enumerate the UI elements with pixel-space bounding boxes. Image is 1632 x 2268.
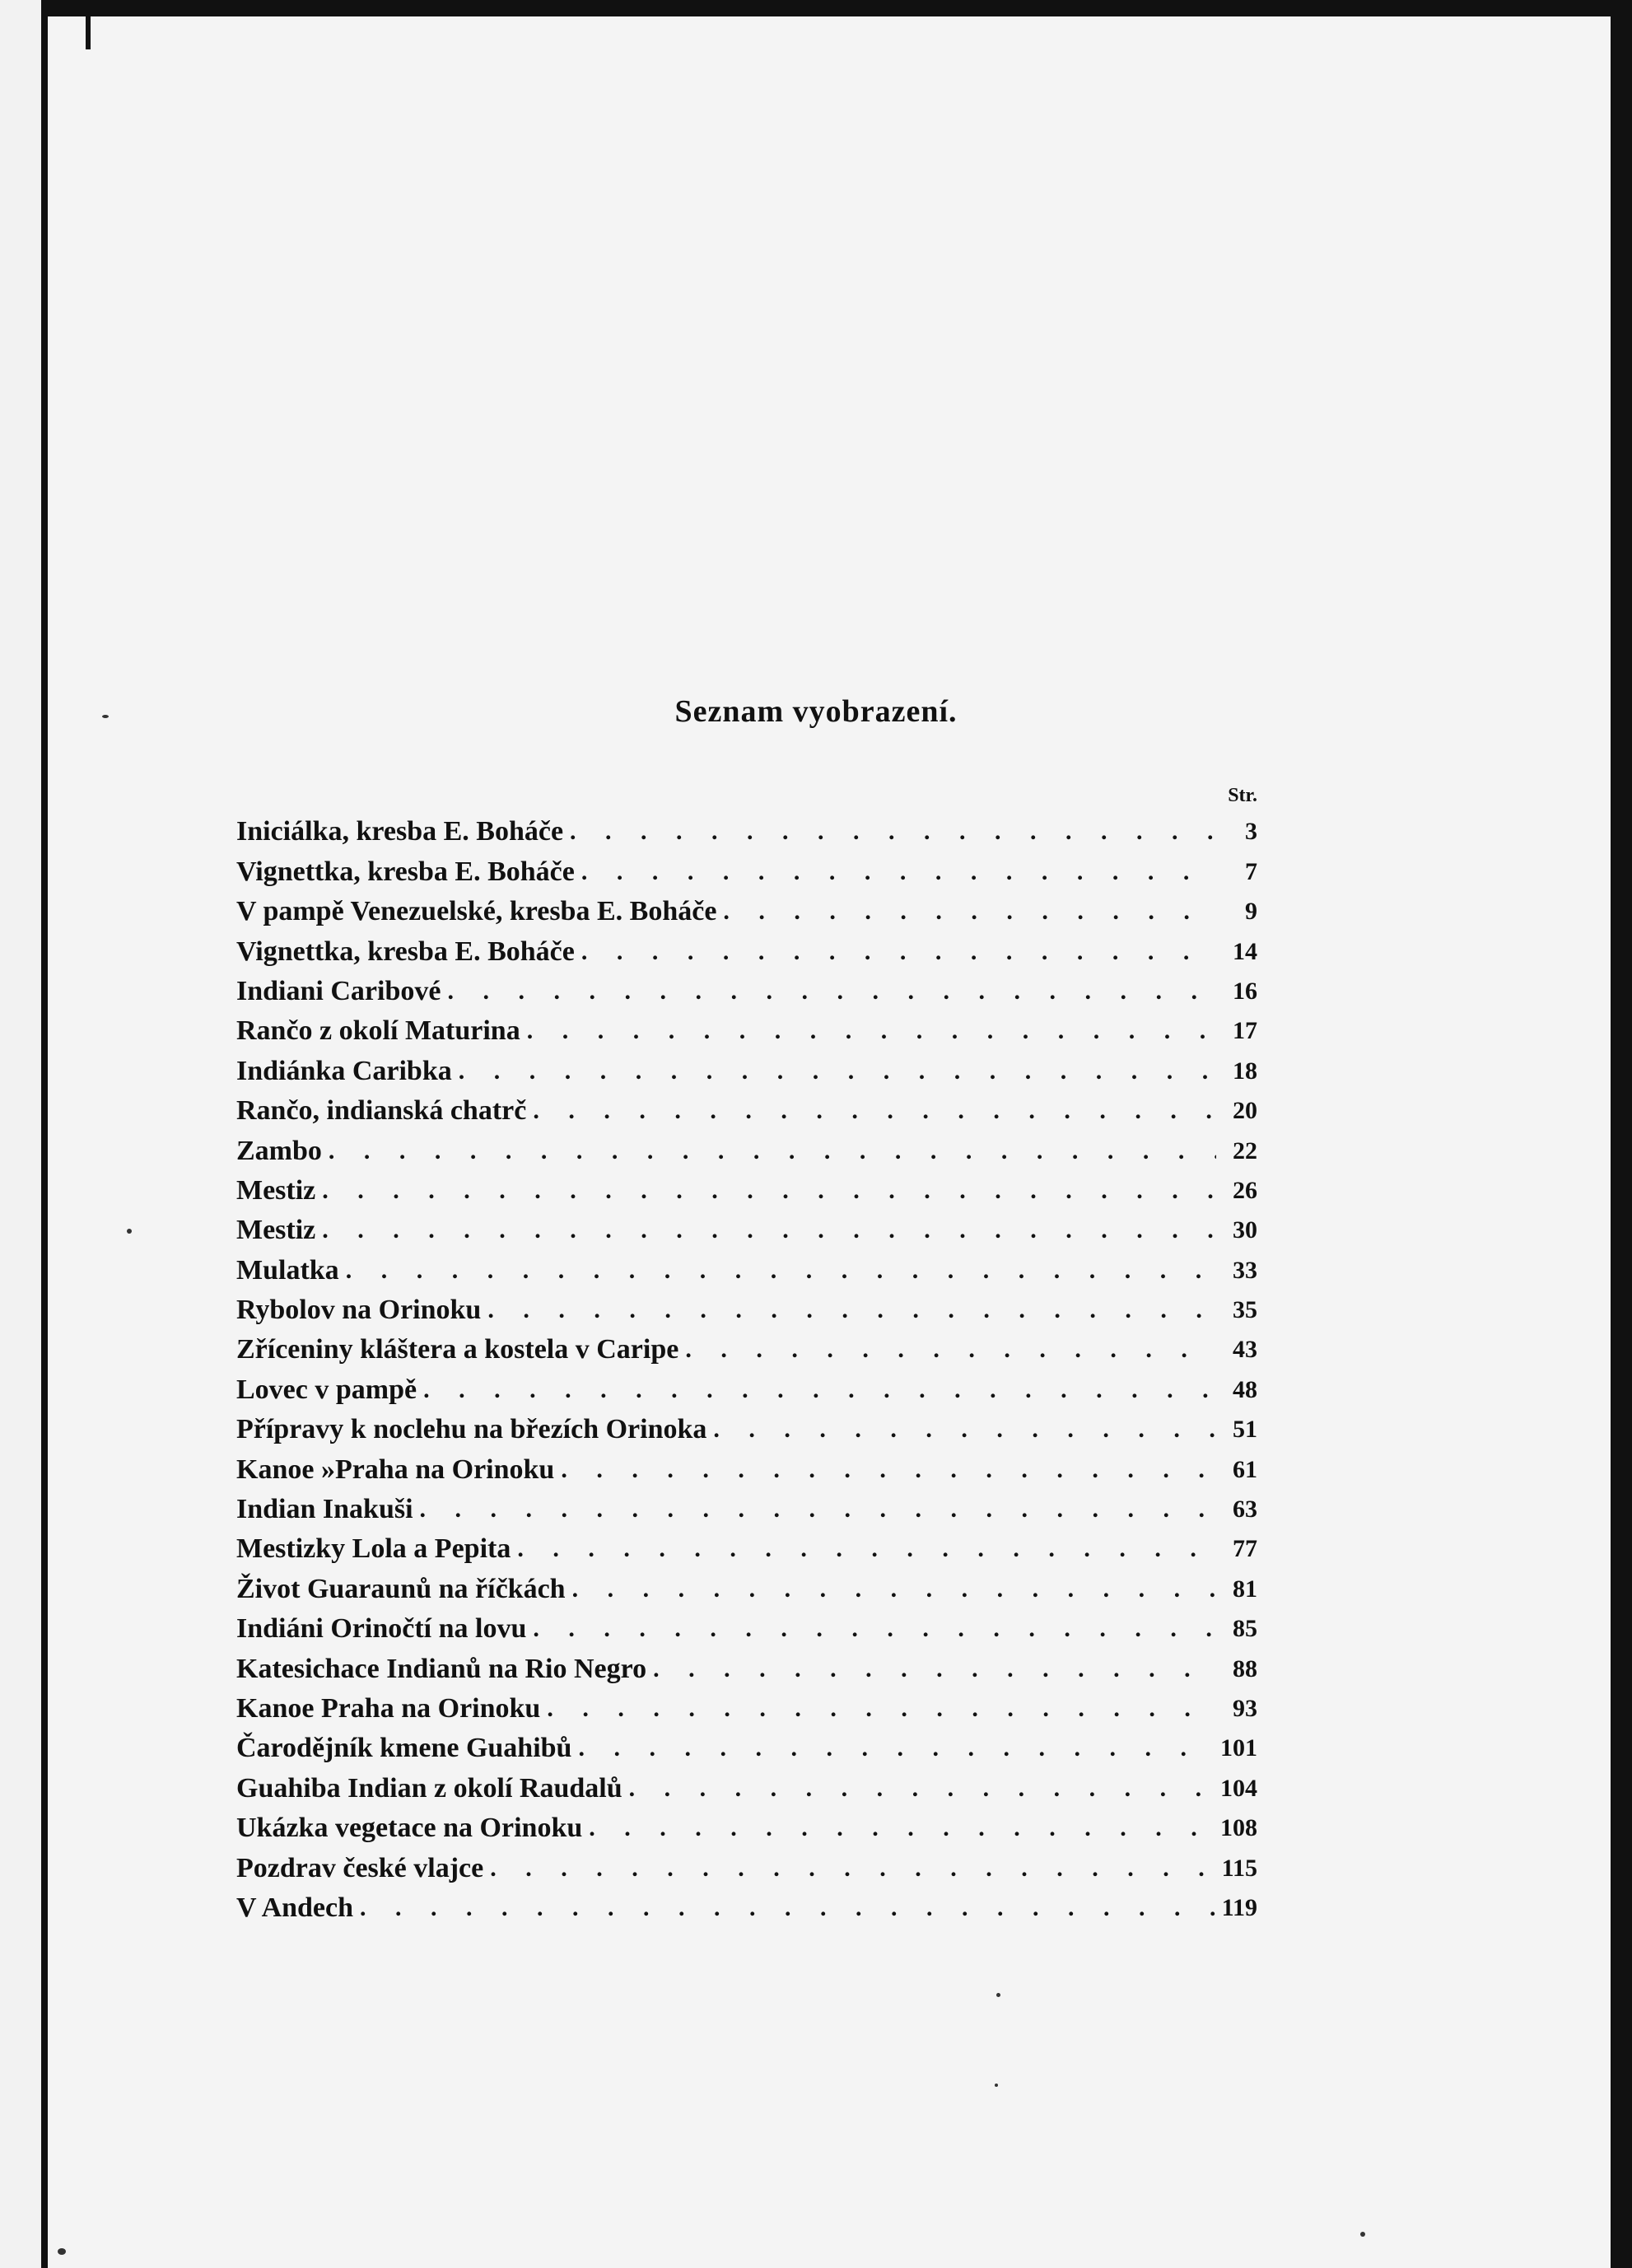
list-item — [236, 1370, 1257, 1409]
list-item — [236, 1250, 1257, 1290]
scan-right-edge — [1611, 0, 1632, 2268]
entry-page-number: 77 — [1233, 1535, 1257, 1563]
entry-label: Mestizky Lola a Pepita — [236, 1533, 511, 1565]
dot-leader — [322, 1211, 1216, 1250]
entry-page-number: 9 — [1245, 898, 1257, 926]
list-item — [236, 852, 1257, 891]
dot-leader — [360, 1888, 1216, 1928]
entry-label: Rybolov na Orinoku — [236, 1295, 482, 1326]
entry-label: Mestiz — [236, 1215, 316, 1246]
dot-leader — [581, 932, 1216, 972]
entry-page-number: 20 — [1233, 1097, 1257, 1125]
dot-leader — [547, 1689, 1216, 1729]
list-item — [236, 1051, 1257, 1090]
entry-page-number: 81 — [1233, 1575, 1257, 1603]
list-item — [236, 1290, 1257, 1330]
entry-page-number: 18 — [1233, 1057, 1257, 1085]
scan-top-mark — [86, 0, 91, 49]
dot-leader — [527, 1011, 1216, 1051]
entry-page-number: 101 — [1220, 1734, 1257, 1762]
dot-leader — [517, 1529, 1216, 1569]
scan-speck — [102, 715, 109, 718]
entry-label: Iniciálka, kresba E. Boháče — [236, 816, 564, 847]
scan-speck — [995, 2084, 998, 2087]
dot-leader — [533, 1609, 1216, 1649]
dot-leader — [322, 1171, 1216, 1211]
entry-page-number: 104 — [1220, 1774, 1257, 1802]
list-item — [236, 1569, 1257, 1608]
scan-left-strip — [0, 0, 46, 2268]
entry-label: Rančo z okolí Maturina — [236, 1015, 520, 1047]
entry-page-number: 14 — [1233, 937, 1257, 965]
list-item — [236, 1449, 1257, 1489]
list-item — [236, 1888, 1257, 1928]
entry-label: Indiánka Caribka — [236, 1055, 452, 1086]
entry-label: V pampě Venezuelské, kresba E. Boháče — [236, 896, 717, 927]
dot-leader — [459, 1052, 1216, 1091]
list-item — [236, 1330, 1257, 1370]
list-item — [236, 1490, 1257, 1529]
dot-leader — [653, 1650, 1216, 1689]
table-of-illustrations — [236, 779, 1257, 1928]
entry-label: Vignettka, kresba E. Boháče — [236, 936, 575, 967]
entry-page-number: 16 — [1233, 977, 1257, 1005]
dot-leader — [533, 1091, 1216, 1131]
entry-label: Kanoe Praha na Orinoku — [236, 1692, 541, 1724]
entry-page-number: 108 — [1220, 1814, 1257, 1842]
dot-leader — [487, 1290, 1216, 1330]
entry-page-number: 61 — [1233, 1455, 1257, 1483]
entry-page-number: 7 — [1245, 857, 1257, 885]
dot-leader — [578, 1729, 1215, 1768]
page-title: Seznam vyobrazení. — [674, 694, 958, 729]
entry-label: Kanoe »Praha na Orinoku — [236, 1454, 555, 1485]
entry-page-number: 30 — [1233, 1216, 1257, 1244]
scan-speck — [127, 1229, 132, 1234]
entry-page-number: 3 — [1245, 818, 1257, 846]
entry-label: Indiáni Orinočtí na lovu — [236, 1613, 527, 1645]
list-item — [236, 1649, 1257, 1688]
entry-page-number: 85 — [1233, 1615, 1257, 1643]
list-item — [236, 1410, 1257, 1449]
dot-leader — [581, 852, 1216, 892]
dot-leader — [420, 1490, 1216, 1529]
list-item — [236, 1808, 1257, 1848]
entry-page-number: 33 — [1233, 1256, 1257, 1284]
dot-leader — [589, 1808, 1215, 1848]
entry-label: Lovec v pampě — [236, 1374, 417, 1405]
dot-leader — [346, 1251, 1216, 1290]
list-item — [236, 1131, 1257, 1170]
entry-page-number: 51 — [1233, 1416, 1257, 1444]
entry-label: Rančo, indianská chatrč — [236, 1095, 527, 1127]
entry-label: Čarodějník kmene Guahibů — [236, 1733, 572, 1764]
entry-page-number: 43 — [1233, 1336, 1257, 1364]
entry-label: Mulatka — [236, 1254, 339, 1286]
entry-page-number: 115 — [1221, 1854, 1257, 1882]
dot-leader — [572, 1570, 1216, 1609]
list-item — [236, 1091, 1257, 1131]
entry-page-number: 119 — [1221, 1893, 1257, 1921]
entry-page-number: 48 — [1233, 1375, 1257, 1403]
dot-leader — [629, 1769, 1215, 1808]
list-item — [236, 1729, 1257, 1768]
entry-label: Katesichace Indianů na Rio Negro — [236, 1653, 647, 1684]
entry-page-number: 26 — [1233, 1176, 1257, 1204]
dot-leader — [447, 972, 1216, 1011]
entry-label: Ukázka vegetace na Orinoku — [236, 1813, 583, 1844]
list-item — [236, 1529, 1257, 1569]
entry-page-number: 22 — [1233, 1136, 1257, 1164]
dot-leader — [685, 1330, 1216, 1370]
entry-label: Vignettka, kresba E. Boháče — [236, 856, 575, 887]
entry-label: V Andech — [236, 1892, 354, 1923]
dot-leader — [423, 1370, 1216, 1410]
list-item — [236, 1689, 1257, 1729]
scan-speck — [996, 1993, 1000, 1997]
dot-leader — [561, 1450, 1216, 1490]
list-item — [236, 1848, 1257, 1888]
page-column-header: Str. — [1228, 785, 1257, 806]
list-item — [236, 931, 1257, 971]
entry-label: Zambo — [236, 1135, 322, 1166]
entry-label: Zříceniny kláštera a kostela v Caripe — [236, 1334, 679, 1365]
dot-leader — [713, 1410, 1216, 1449]
list-item — [236, 812, 1257, 852]
list-item — [236, 972, 1257, 1011]
entry-label: Pozdrav české vlajce — [236, 1852, 484, 1883]
entry-page-number: 63 — [1233, 1496, 1257, 1524]
entry-label: Guahiba Indian z okolí Raudalů — [236, 1772, 622, 1804]
list-item — [236, 1011, 1257, 1051]
toc-rows — [236, 812, 1257, 1928]
dot-leader — [490, 1849, 1216, 1888]
entry-label: Život Guaraunů na říčkách — [236, 1573, 566, 1604]
dot-leader — [570, 812, 1216, 852]
entry-label: Přípravy k noclehu na březích Orinoka — [236, 1414, 707, 1445]
scan-speck — [58, 2248, 66, 2255]
entry-page-number: 93 — [1233, 1694, 1257, 1722]
list-item — [236, 1609, 1257, 1649]
entry-label: Mestiz — [236, 1174, 316, 1206]
list-item — [236, 892, 1257, 931]
list-item — [236, 1768, 1257, 1808]
entry-label: Indian Inakuši — [236, 1494, 413, 1525]
scan-speck — [1360, 2232, 1365, 2237]
entry-page-number: 17 — [1233, 1017, 1257, 1045]
entry-label: Indiani Caribové — [236, 975, 441, 1006]
list-item — [236, 1211, 1257, 1250]
list-item — [236, 1171, 1257, 1211]
dot-leader — [723, 892, 1216, 931]
entry-page-number: 88 — [1233, 1654, 1257, 1682]
dot-leader — [329, 1132, 1216, 1171]
entry-page-number: 35 — [1233, 1296, 1257, 1324]
